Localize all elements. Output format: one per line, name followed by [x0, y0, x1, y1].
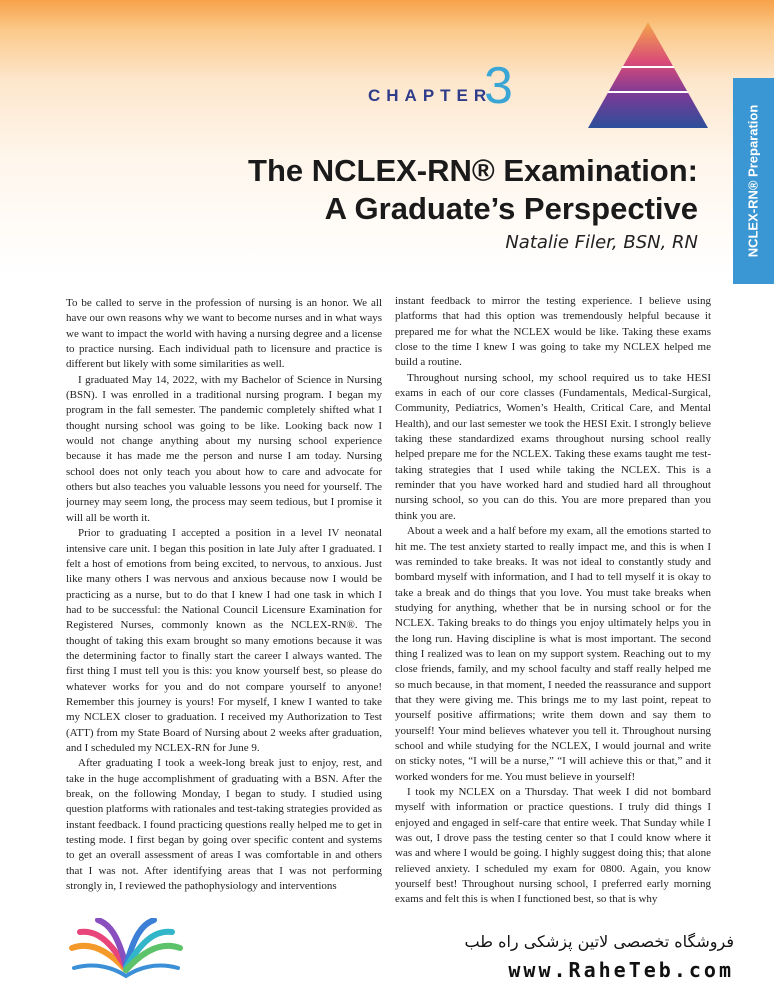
book-logo-icon	[66, 918, 186, 982]
paragraph: I took my NCLEX on a Thursday. That week I did not bombard myself with information or practice questions. I truly did things I enjoyed and engaged in self-care that entire week. That Sunday while I was out, I drove pass the testing center so that I could know where it was and where I would be going. I highly suggest doing this; that alone relieved anxiety. I scheduled my exam for 0800. Again, you know yourself best! Throughout nursing school, I preferred early morning exams and felt this is when I functioned best, so that is why	[395, 786, 711, 906]
paragraph: To be called to serve in the profession of nursing is an honor. We all have our own reasons why we want to become nurses and in what ways we want to impact the world with having a nursing degree and a license to practice nursing. Each individual path to licensure and practice is different but likely with some similarities as well.	[66, 297, 382, 371]
paragraph: I graduated May 14, 2022, with my Bachelor of Science in Nursing (BSN). I was enrolled in a traditional nursing program. I began my program in the fall semester. The pandemic completely shifted what I thought nursing school was going to be like. Looking back now I would not change anything about my nursing school experience because it has made me the person and nurse I am today. Nursing school does not only teach you about how to care and advocate for others but also teaches you valuable lessons you need for yourself. The journey may seem long, the process may seem tedious, but I promise it will all be worth it.	[66, 373, 382, 524]
paragraph: About a week and a half before my exam, all the emotions started to hit me. The test anxiety started to really impact me, and this is when I was reminded to take breaks. It was not ideal to constantly study and bombard myself with information, and I had to tell myself it is okay to take a break and do things that you love. You must take breaks when studying for anything, whether that be in nursing school or for the NCLEX. Taking breaks to do things you enjoy ultimately helps you in the long run. Having discipline is what is most important. The second thing I realized was to lean on my support system. Reaching out to my close friends, family, and my school faculty and staff really helped me so much because, in that moment, I needed the reassurance and support that they were giving me. This brings me to my last point, repeat to yourself positive affirmations; write them down and say them to yourself! Your mind believes whatever you tell it. Throughout nursing school and while studying for the NCLEX, I would journal and write on sticky notes, “I will be a nurse,” “I will achieve this or that,” and it worked wonders for me. You must believe in yourself!	[395, 525, 711, 783]
author-byline: Natalie Filer, BSN, RN	[505, 232, 698, 253]
body-column-left	[66, 296, 382, 912]
store-website: www.RaheTeb.com	[508, 958, 734, 982]
title-line-2: A Graduate’s Perspective	[324, 191, 698, 226]
side-tab-label: NCLEX-RN® Preparation	[745, 104, 761, 258]
title-line-1: The NCLEX-RN® Examination:	[248, 153, 698, 188]
paragraph: After graduating I took a week-long break just to enjoy, rest, and take in the huge accomplishment of graduating with a BSN. After the break, on the following Monday, I began to study. I studied using question platforms with rationales and test-taking strategies provided as instant feedback. I found practicing questions really helped me to get in testing mode. I first began by going over specific content and systems to get an overall assessment of areas I was comfortable in and others that I was not. After identifying areas that I was not performing strongly in, I reviewed the pathophysiology and interventions	[66, 757, 382, 893]
paragraph: instant feedback to mirror the testing experience. I believe using platforms that had this option was tremendously helpful because it prepared me for what the NCLEX would be like. Taking these exams close to the time I knew I was going to take my NCLEX helped me build a routine.	[395, 295, 711, 369]
body-column-right	[395, 294, 711, 910]
section-side-tab	[733, 78, 774, 284]
chapter-label: CHAPTER	[368, 86, 493, 105]
pyramid-graphic	[588, 22, 708, 128]
paragraph: Prior to graduating I accepted a position in a level IV neonatal intensive care unit. I began this position in late July after I graduated. I felt a host of emotions from being excited, to nervous, to anxious. Just like many others I was nervous and anxious because now I would be practicing as a nurse, but to do that I knew I had one task in which I had to be successful: the National Council Licensure Examination for Registered Nurses, commonly known as the NCLEX-RN®. The thought of taking this exam brought so many emotions because it was the determining factor to finally start the career I always wanted. The first thing I must tell you is this: you know yourself best, so please do whatever works for you and do not compare yourself to anyone! Remember this journey is yours! For myself, I knew I wanted to take my NCLEX closer to graduation. I received my Authorization to Test (ATT) from my State Board of Nursing about 2 weeks after graduation, and I scheduled my NCLEX-RN for June 9.	[66, 527, 382, 754]
chapter-number: 3	[484, 57, 513, 115]
store-name: فروشگاه تخصصی لاتین پزشکی راه طب	[464, 932, 734, 951]
chapter-title	[178, 152, 698, 228]
paragraph: Throughout nursing school, my school required us to take HESI exams in each of our core classes (Fundamentals, Medical-Surgical, Community, Pediatrics, Women’s Health, Critical Care, and Mental Health), and our last semester we took the HESI Exit. I strongly believe taking these standardized exams throughout nursing school really helped prepare me for the NCLEX. Taking these exams taught me test-taking strategies that I used while taking the NCLEX. This is a reminder that you have worked hard and studied hard all throughout nursing school, so you can do this. You are more prepared than you think you are.	[395, 371, 711, 522]
